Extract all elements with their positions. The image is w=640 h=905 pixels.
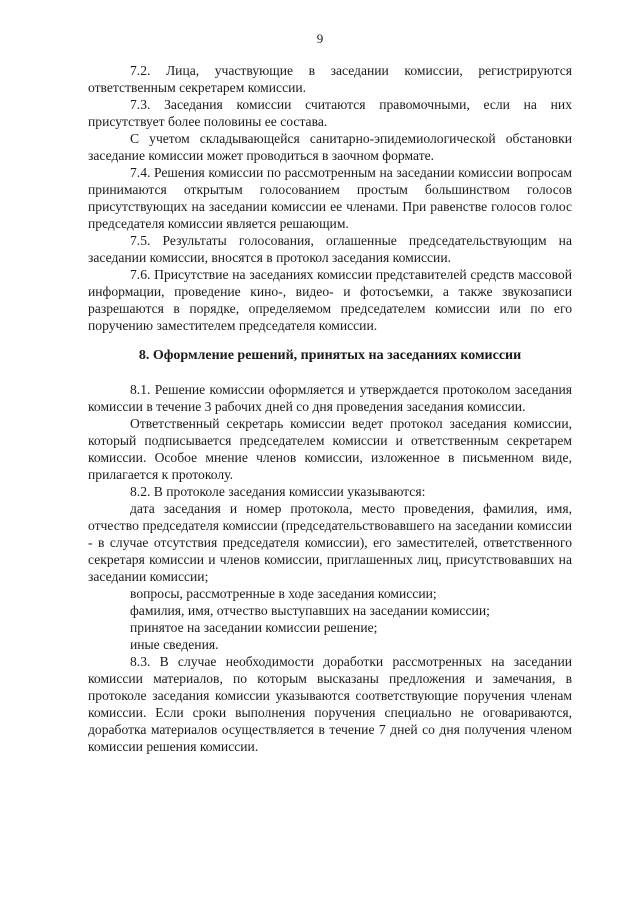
- document-body: [88, 62, 572, 755]
- page-number: 9: [316, 31, 324, 46]
- paragraph-7-3-remote: С учетом складывающейся санитарно-эпидемиологической обстановки заседание комиссии может проводиться в заочном формате.: [88, 131, 572, 163]
- section-8-heading: 8. Оформление решений, принятых на заседаниях комиссии: [138, 348, 522, 363]
- list-item-date: дата заседания и номер протокола, место проведения, фамилия, имя, отчество председателя комиссии (председательствовавшего на заседании комиссии - в случае отсутствия председателя комиссии), его заместителей, ответственного секретаря комиссии и членов комиссии, приглашенных лиц, присутствовавших на заседании комиссии;: [88, 501, 572, 584]
- paragraph-7-4: 7.4. Решения комиссии по рассмотренным на заседании комиссии вопросам принимаются открытым голосованием простым большинством голосов присутствующих на заседании комиссии ее членами. При равенстве голосов голос председателя комиссии является решающим.: [88, 165, 572, 231]
- paragraph-8-1: 8.1. Решение комиссии оформляется и утверждается протоколом заседания комиссии в течение 3 рабочих дней со дня проведения заседания комиссии.: [88, 382, 572, 414]
- paragraph-7-2: 7.2. Лица, участвующие в заседании комиссии, регистрируются ответственным секретарем комиссии.: [88, 63, 572, 95]
- section-8: [88, 381, 572, 755]
- paragraph-7-6: 7.6. Присутствие на заседаниях комиссии представителей средств массовой информации, проведение кино-, видео- и фотосъемки, а также звукозаписи разрешаются в порядке, определяемом председателем комиссии или по его поручению заместителем председателя комиссии.: [88, 267, 572, 333]
- list-item-decision: принятое на заседании комиссии решение;: [130, 620, 378, 635]
- list-item-speakers: фамилия, имя, отчество выступавших на заседании комиссии;: [130, 603, 490, 618]
- paragraph-8-2: 8.2. В протоколе заседания комиссии указываются:: [130, 484, 426, 499]
- list-item-questions: вопросы, рассмотренные в ходе заседания комиссии;: [130, 586, 437, 601]
- paragraph-8-3: 8.3. В случае необходимости доработки рассмотренных на заседании комиссии материалов, по которым высказаны предложения и замечания, в протоколе заседания комиссии указываются соответствующие поручения членам комиссии. Если сроки выполнения поручения специально не оговариваются, доработка материалов осуществляется в течение 7 дней со дня получения членом комиссии решения комиссии.: [88, 654, 572, 754]
- paragraph-7-3: 7.3. Заседания комиссии считаются правомочными, если на них присутствует более половины ее состава.: [88, 97, 572, 129]
- paragraph-7-5: 7.5. Результаты голосования, оглашенные председательствующим на заседании комиссии, вносятся в протокол заседания комиссии.: [88, 233, 572, 265]
- paragraph-8-1-secretary: Ответственный секретарь комиссии ведет протокол заседания комиссии, который подписывается председателем комиссии и ответственным секретарем комиссии. Особое мнение членов комиссии, изложенное в письменном виде, прилагается к протоколу.: [88, 416, 572, 482]
- list-item-other: иные сведения.: [130, 637, 219, 652]
- section-7: [88, 62, 572, 334]
